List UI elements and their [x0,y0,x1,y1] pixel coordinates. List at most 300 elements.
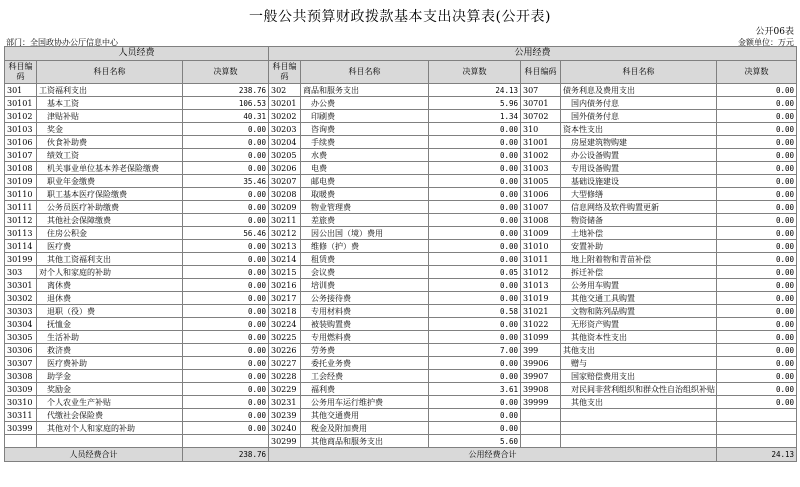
table-row [5,318,797,331]
public-total-value: 24.13 [717,448,797,462]
public-total-label: 公用经费合计 [269,448,717,462]
cell-code: 399 [521,344,561,357]
cell-amount: 0.00 [717,240,797,253]
cell-amount: 5.96 [429,97,521,110]
cell-amount: 0.00 [717,331,797,344]
cell-name: 奖励金 [37,383,183,396]
cell-code: 302 [269,84,301,97]
cell-amount: 0.00 [717,305,797,318]
cell-code: 30302 [5,292,37,305]
cell-code: 30304 [5,318,37,331]
cell-name: 会议费 [301,266,429,279]
cell-name: 机关事业单位基本养老保险缴费 [37,162,183,175]
cell-code: 30308 [5,370,37,383]
cell-amount: 0.00 [717,201,797,214]
cell-name: 助学金 [37,370,183,383]
cell-amount: 0.00 [183,331,269,344]
cell-name: 手续费 [301,136,429,149]
cell-name: 其他支出 [561,344,717,357]
table-row [5,97,797,110]
cell-amount: 0.00 [183,214,269,227]
cell-name: 咨询费 [301,123,429,136]
cell-code: 30201 [269,97,301,110]
cell-amount: 106.53 [183,97,269,110]
cell-amount: 0.00 [429,279,521,292]
cell-code: 31010 [521,240,561,253]
cell-name: 信息网络及软件购置更新 [561,201,717,214]
cell-code: 30110 [5,188,37,201]
cell-code: 30111 [5,201,37,214]
cell-code: 31013 [521,279,561,292]
cell-name: 因公出国（境）费用 [301,227,429,240]
table-row [5,214,797,227]
cell-code: 39908 [521,383,561,396]
cell-code: 30218 [269,305,301,318]
table-row [5,175,797,188]
table-row [5,240,797,253]
cell-name: 职业年金缴费 [37,175,183,188]
cell-amount: 0.00 [183,422,269,435]
cell-amount: 0.58 [429,305,521,318]
cell-amount [717,422,797,435]
cell-amount: 0.00 [429,409,521,422]
cell-name: 个人农业生产补贴 [37,396,183,409]
cell-name: 维修（护）费 [301,240,429,253]
cell-name: 办公费 [301,97,429,110]
cell-name: 离休费 [37,279,183,292]
cell-code: 30299 [269,435,301,448]
cell-name: 代缴社会保险费 [37,409,183,422]
cell-amount: 0.00 [429,149,521,162]
cell-name: 国家赔偿费用支出 [561,370,717,383]
table-row [5,370,797,383]
table-row [5,344,797,357]
column-header-row [5,61,797,84]
cell-name: 取暖费 [301,188,429,201]
cell-amount: 0.00 [717,318,797,331]
cell-code: 31009 [521,227,561,240]
cell-amount: 0.00 [429,188,521,201]
cell-amount: 0.00 [183,188,269,201]
col-code: 科目编码 [521,61,561,84]
cell-name: 被装购置费 [301,318,429,331]
cell-amount: 0.00 [717,266,797,279]
cell-amount [183,435,269,448]
cell-amount: 0.00 [717,227,797,240]
cell-amount: 238.76 [183,84,269,97]
personnel-header: 人员经费 [5,47,269,61]
cell-code: 30701 [521,97,561,110]
cell-name: 基础设施建设 [561,175,717,188]
department-label: 部门：全国政协办公厅信息中心 [6,38,118,47]
table-row [5,266,797,279]
expenditure-table [4,46,797,462]
cell-name: 工资福利支出 [37,84,183,97]
table-row [5,84,797,97]
col-amount: 决算数 [183,61,269,84]
cell-name: 福利费 [301,383,429,396]
cell-name: 大型修缮 [561,188,717,201]
cell-amount: 0.00 [183,136,269,149]
table-row [5,136,797,149]
cell-amount: 0.00 [183,123,269,136]
cell-code: 31011 [521,253,561,266]
cell-amount: 0.00 [717,175,797,188]
cell-amount: 0.00 [183,266,269,279]
cell-code: 39999 [521,396,561,409]
table-row [5,253,797,266]
cell-amount: 0.00 [429,292,521,305]
table-row [5,188,797,201]
cell-code: 30212 [269,227,301,240]
cell-name: 专用设备购置 [561,162,717,175]
cell-name: 电费 [301,162,429,175]
cell-name: 公务用车购置 [561,279,717,292]
cell-name: 医疗费补助 [37,357,183,370]
cell-name: 伙食补助费 [37,136,183,149]
cell-name: 水费 [301,149,429,162]
cell-amount: 0.00 [429,357,521,370]
cell-code: 30227 [269,357,301,370]
cell-amount: 0.00 [717,110,797,123]
cell-amount: 0.00 [429,422,521,435]
cell-code: 30229 [269,383,301,396]
table-row [5,383,797,396]
cell-amount: 0.00 [429,214,521,227]
cell-amount: 0.00 [429,162,521,175]
cell-name: 公务员医疗补助缴费 [37,201,183,214]
cell-amount: 40.31 [183,110,269,123]
cell-code: 30103 [5,123,37,136]
cell-code [521,409,561,422]
cell-code: 30306 [5,344,37,357]
cell-code: 39907 [521,370,561,383]
cell-name: 物资储备 [561,214,717,227]
cell-amount: 0.00 [429,396,521,409]
cell-amount: 0.00 [183,240,269,253]
table-row [5,396,797,409]
cell-code: 30231 [269,396,301,409]
cell-name: 救济费 [37,344,183,357]
public-header: 公用经费 [269,47,797,61]
cell-name [561,435,717,448]
cell-amount: 0.00 [717,97,797,110]
cell-name: 其他商品和服务支出 [301,435,429,448]
cell-amount: 0.00 [429,370,521,383]
cell-code: 30215 [269,266,301,279]
cell-code: 30204 [269,136,301,149]
cell-name: 无形资产购置 [561,318,717,331]
cell-amount: 5.60 [429,435,521,448]
cell-amount: 24.13 [429,84,521,97]
cell-code: 30107 [5,149,37,162]
cell-code: 31099 [521,331,561,344]
cell-name: 国外债务付息 [561,110,717,123]
table-row [5,357,797,370]
cell-amount: 0.00 [717,84,797,97]
cell-code: 31008 [521,214,561,227]
cell-name: 职工基本医疗保险缴费 [37,188,183,201]
cell-code: 30206 [269,162,301,175]
cell-amount: 0.00 [717,149,797,162]
table-row [5,279,797,292]
cell-amount: 0.00 [717,357,797,370]
cell-code: 30109 [5,175,37,188]
cell-code: 31007 [521,201,561,214]
cell-amount: 0.00 [183,279,269,292]
cell-code: 30202 [269,110,301,123]
col-name: 科目名称 [301,61,429,84]
cell-code: 31021 [521,305,561,318]
cell-name: 物业管理费 [301,201,429,214]
cell-amount: 3.61 [429,383,521,396]
cell-name: 债务利息及费用支出 [561,84,717,97]
personnel-total-value: 238.76 [183,448,269,462]
table-row [5,292,797,305]
cell-amount: 0.00 [183,149,269,162]
cell-name: 退休费 [37,292,183,305]
cell-amount: 0.00 [717,396,797,409]
table-row [5,331,797,344]
cell-amount: 0.00 [717,370,797,383]
cell-name: 其他社会保障缴费 [37,214,183,227]
cell-amount: 35.46 [183,175,269,188]
cell-amount: 0.00 [183,370,269,383]
cell-name: 差旅费 [301,214,429,227]
table-row [5,110,797,123]
col-name: 科目名称 [561,61,717,84]
group-header-row [5,47,797,61]
unit-label: 金额单位：万元 [738,38,794,47]
cell-name: 奖金 [37,123,183,136]
table-row [5,435,797,448]
cell-amount: 0.00 [717,344,797,357]
cell-name: 其他对个人和家庭的补助 [37,422,183,435]
cell-name: 印刷费 [301,110,429,123]
cell-name: 土地补偿 [561,227,717,240]
table-row [5,162,797,175]
cell-name [37,435,183,448]
cell-amount: 0.00 [183,201,269,214]
cell-name: 专用燃料费 [301,331,429,344]
cell-name: 培训费 [301,279,429,292]
cell-name: 赠与 [561,357,717,370]
cell-amount: 0.00 [717,383,797,396]
cell-amount: 0.00 [429,201,521,214]
cell-code: 30209 [269,201,301,214]
cell-code: 30217 [269,292,301,305]
cell-amount: 0.00 [183,162,269,175]
cell-code: 30311 [5,409,37,422]
cell-code: 30303 [5,305,37,318]
cell-name: 其他资本性支出 [561,331,717,344]
cell-code: 31001 [521,136,561,149]
cell-name: 资本性支出 [561,123,717,136]
cell-name: 文物和陈列品购置 [561,305,717,318]
col-amount: 决算数 [429,61,521,84]
cell-amount: 0.00 [183,357,269,370]
cell-amount: 1.34 [429,110,521,123]
table-row [5,227,797,240]
cell-name: 委托业务费 [301,357,429,370]
cell-amount: 0.00 [717,292,797,305]
cell-amount: 0.05 [429,266,521,279]
cell-amount [717,435,797,448]
cell-code: 307 [521,84,561,97]
cell-name: 退职（役）费 [37,305,183,318]
cell-code: 39906 [521,357,561,370]
cell-amount: 0.00 [429,175,521,188]
cell-code [521,435,561,448]
cell-name: 劳务费 [301,344,429,357]
cell-code: 31005 [521,175,561,188]
cell-code: 30225 [269,331,301,344]
cell-amount: 56.46 [183,227,269,240]
cell-code: 30239 [269,409,301,422]
cell-name [561,409,717,422]
table-row [5,149,797,162]
cell-amount: 0.00 [183,292,269,305]
cell-name: 地上附着物和青苗补偿 [561,253,717,266]
cell-code: 30301 [5,279,37,292]
cell-amount: 0.00 [717,123,797,136]
col-code: 科目编码 [5,61,37,84]
cell-code: 30106 [5,136,37,149]
cell-name [561,422,717,435]
cell-amount: 0.00 [429,123,521,136]
table-row [5,305,797,318]
cell-name: 税金及附加费用 [301,422,429,435]
cell-code: 30214 [269,253,301,266]
cell-code: 301 [5,84,37,97]
cell-name: 抚恤金 [37,318,183,331]
cell-amount: 0.00 [429,318,521,331]
cell-code [521,422,561,435]
cell-code: 30309 [5,383,37,396]
cell-amount: 0.00 [183,305,269,318]
table-row [5,422,797,435]
cell-name: 住房公积金 [37,227,183,240]
cell-amount: 0.00 [717,162,797,175]
cell-name: 医疗费 [37,240,183,253]
cell-amount: 0.00 [429,227,521,240]
cell-code: 30207 [269,175,301,188]
cell-code: 30307 [5,357,37,370]
cell-amount: 0.00 [183,344,269,357]
cell-amount: 7.00 [429,344,521,357]
cell-code: 30203 [269,123,301,136]
cell-name: 对个人和家庭的补助 [37,266,183,279]
cell-name: 公务接待费 [301,292,429,305]
cell-code: 30112 [5,214,37,227]
form-number: 公开06表 [755,27,794,37]
cell-code: 31019 [521,292,561,305]
cell-amount: 0.00 [429,136,521,149]
cell-code: 31002 [521,149,561,162]
cell-amount: 0.00 [717,214,797,227]
table-row [5,201,797,214]
cell-amount: 0.00 [717,279,797,292]
cell-code: 30211 [269,214,301,227]
cell-code: 30108 [5,162,37,175]
cell-code: 31012 [521,266,561,279]
cell-code: 30224 [269,318,301,331]
cell-name: 基本工资 [37,97,183,110]
totals-row [5,448,797,462]
cell-amount: 0.00 [429,253,521,266]
cell-code: 30113 [5,227,37,240]
table-row [5,123,797,136]
cell-code: 31006 [521,188,561,201]
cell-name: 房屋建筑物购建 [561,136,717,149]
cell-name: 公务用车运行维护费 [301,396,429,409]
cell-name: 安置补助 [561,240,717,253]
cell-amount: 0.00 [429,240,521,253]
cell-code: 303 [5,266,37,279]
cell-name: 租赁费 [301,253,429,266]
cell-name: 工会经费 [301,370,429,383]
cell-code: 30101 [5,97,37,110]
cell-name: 商品和服务支出 [301,84,429,97]
cell-name: 津贴补贴 [37,110,183,123]
cell-name: 其他支出 [561,396,717,409]
report-title: 一般公共预算财政拨款基本支出决算表(公开表) [249,9,551,25]
cell-name: 国内债务付息 [561,97,717,110]
cell-code: 30114 [5,240,37,253]
cell-name: 生活补助 [37,331,183,344]
cell-amount: 0.00 [717,253,797,266]
cell-name: 对民间非营利组织和群众性自治组织补贴 [561,383,717,396]
col-name: 科目名称 [37,61,183,84]
cell-name: 其他工资福利支出 [37,253,183,266]
cell-code: 30216 [269,279,301,292]
cell-name: 拆迁补偿 [561,266,717,279]
cell-amount: 0.00 [183,409,269,422]
cell-amount: 0.00 [183,253,269,266]
cell-code: 30208 [269,188,301,201]
cell-code [5,435,37,448]
cell-code: 30399 [5,422,37,435]
cell-code: 31003 [521,162,561,175]
cell-name: 其他交通工具购置 [561,292,717,305]
cell-code: 30305 [5,331,37,344]
cell-code: 31022 [521,318,561,331]
cell-code: 30205 [269,149,301,162]
cell-code: 310 [521,123,561,136]
cell-name: 专用材料费 [301,305,429,318]
cell-amount: 0.00 [183,318,269,331]
cell-amount: 0.00 [183,396,269,409]
cell-code: 30702 [521,110,561,123]
cell-amount: 0.00 [183,383,269,396]
personnel-total-label: 人员经费合计 [5,448,183,462]
cell-amount: 0.00 [429,331,521,344]
cell-code: 30228 [269,370,301,383]
table-row [5,409,797,422]
col-amount: 决算数 [717,61,797,84]
cell-amount: 0.00 [717,136,797,149]
cell-amount [717,409,797,422]
cell-name: 绩效工资 [37,149,183,162]
cell-code: 30199 [5,253,37,266]
cell-name: 办公设备购置 [561,149,717,162]
cell-code: 30310 [5,396,37,409]
cell-code: 30102 [5,110,37,123]
cell-code: 30213 [269,240,301,253]
cell-amount: 0.00 [717,188,797,201]
cell-code: 30240 [269,422,301,435]
cell-code: 30226 [269,344,301,357]
